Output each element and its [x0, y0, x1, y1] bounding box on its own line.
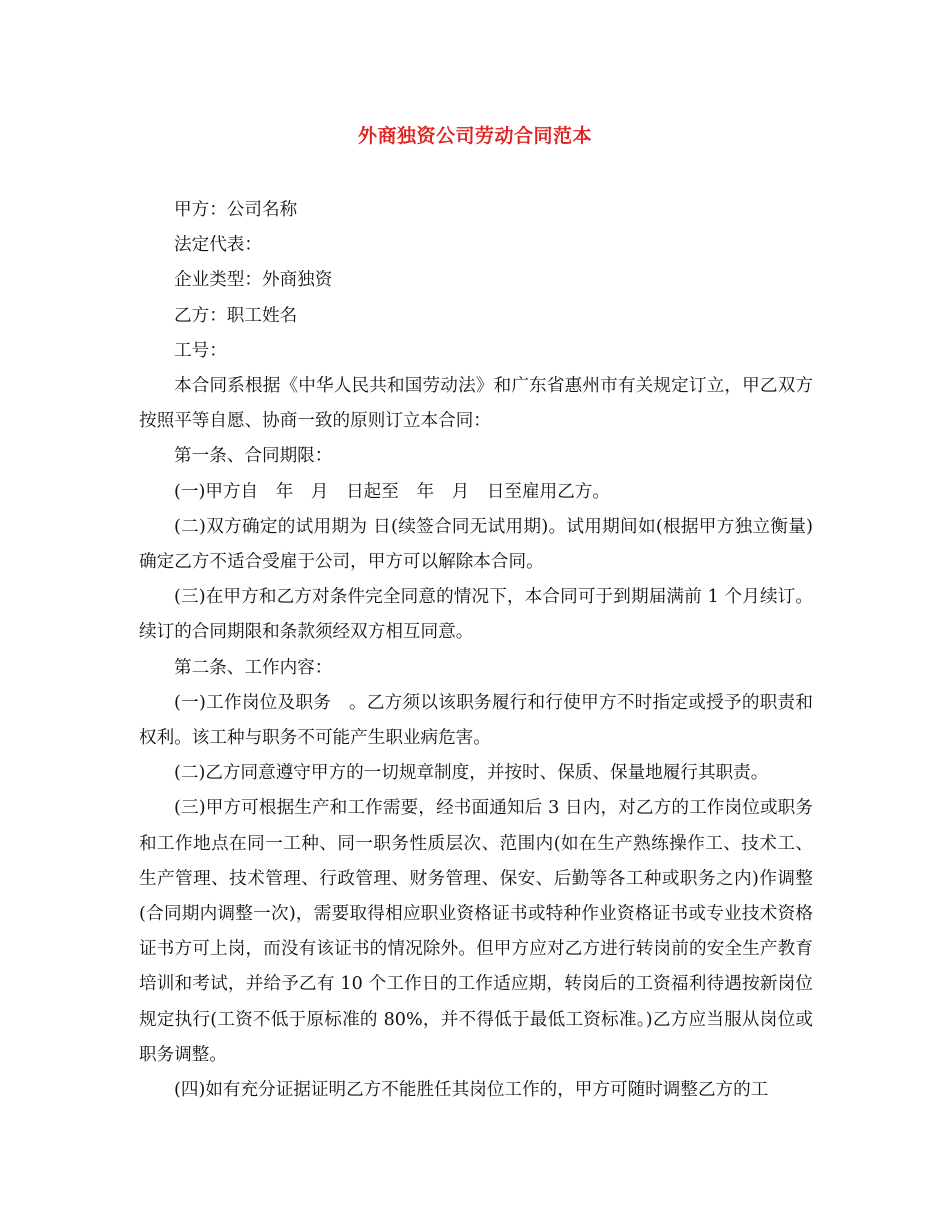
document-title: 外商独资公司劳动合同范本	[357, 125, 592, 147]
article-1-clause-1: (一)甲方自 年 月 日起至 年 月 日至雇用乙方。	[174, 481, 610, 502]
article-1-heading: 第一条、合同期限：	[174, 446, 333, 467]
legal-representative-line: 法定代表：	[174, 235, 262, 256]
article-2-clause-1: (一)工作岗位及职务 。乙方须以该职务履行和行使甲方不时指定或授予的职责和权利。该工种与职务不可能产生职业病危害。	[139, 692, 813, 749]
article-2-clause-3: (三)甲方可根据生产和工作需要，经书面通知后 3 日内，对乙方的工作岗位或职务和工作地点在同一工种、同一职务性质层次、范围内(如在生产熟练操作工、技术工、生产管理、技术管理、行政管理、财务管理、保安、后勤等各工种或职务之内)作调整(合同期内调整一次)，需要取得相应职业资格证书或特种作业资格证书或专业技术资格证书方可上岗，而没有该证书的情况除外。但甲方应对乙方进行转岗前的安全生产教育培训和考试，并给予乙有 10 个工作日的工作适应期，转岗后的工资福利待遇按新岗位规定执行(工资不低于原标准的 80%，并不得低于最低工资标准。)乙方应当服从岗位或职务调整。	[139, 798, 813, 1065]
article-2-heading: 第二条、工作内容：	[174, 657, 333, 678]
company-type-line: 企业类型：外商独资	[174, 270, 333, 291]
article-2-clause-4: (四)如有充分证据证明乙方不能胜任其岗位工作的，甲方可随时调整乙方的工	[174, 1080, 769, 1101]
employee-id-line: 工号：	[174, 340, 227, 361]
party-a-line: 甲方：公司名称	[174, 200, 298, 220]
party-b-line: 乙方：职工姓名	[174, 305, 298, 326]
article-1-clause-2: (二)双方确定的试用期为 日(续签合同无试用期)。试用期间如(根据甲方独立衡量)确定乙方不适合受雇于公司，甲方可以解除本合同。	[139, 516, 813, 573]
article-2-clause-2: (二)乙方同意遵守甲方的一切规章制度，并按时、保质、保量地履行其职责。	[174, 763, 769, 784]
document-body	[139, 193, 813, 1108]
contract-preamble: 本合同系根据《中华人民共和国劳动法》和广东省惠州市有关规定订立，甲乙双方按照平等自愿、协商一致的原则订立本合同：	[139, 376, 813, 432]
article-1-clause-3: (三)在甲方和乙方对条件完全同意的情况下，本合同可于到期届满前 1 个月续订。续订的合同期限和条款须经双方相互同意。	[139, 587, 813, 643]
